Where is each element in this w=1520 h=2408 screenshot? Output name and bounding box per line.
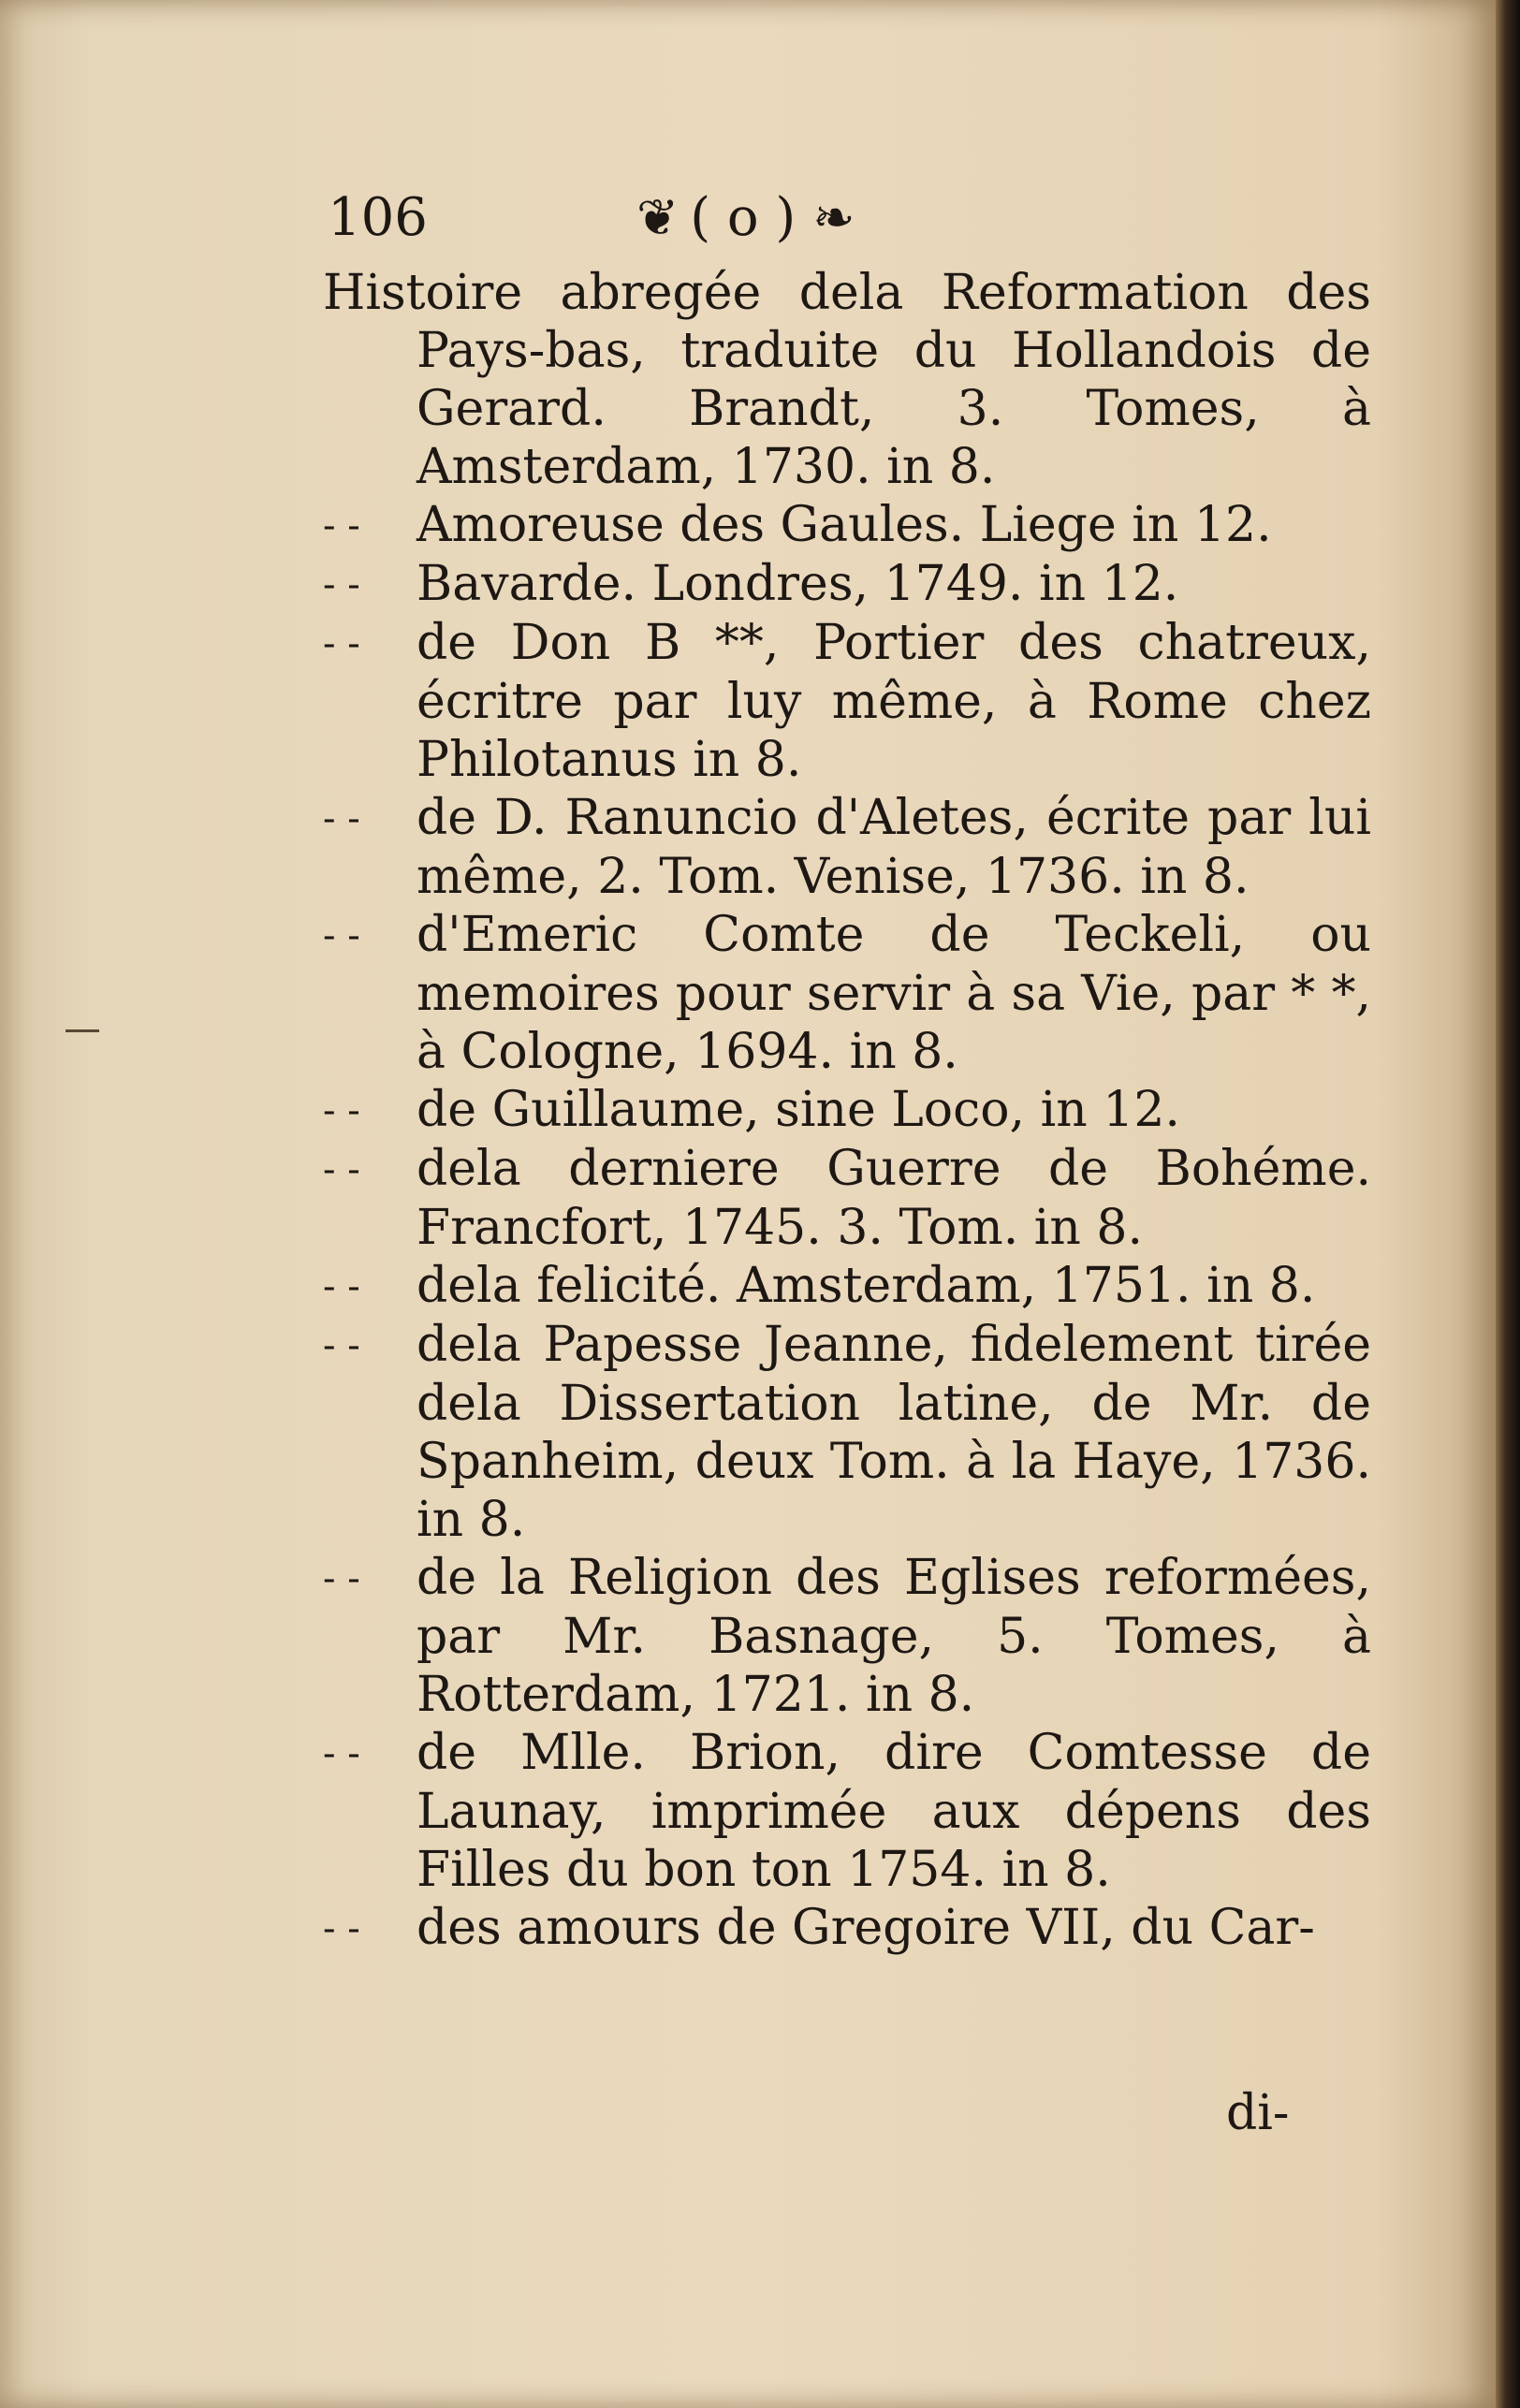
catalogue-entry bbox=[323, 1257, 1371, 1316]
page-edge bbox=[1496, 0, 1520, 2408]
entry-text: Amoreuse des Gaules. Liege in 12. bbox=[417, 497, 1272, 553]
margin-mark bbox=[66, 1029, 99, 1032]
ditto-dash: - - bbox=[323, 797, 360, 840]
ornament-left-icon: ❦ bbox=[636, 188, 674, 247]
entry-text: de Guillaume, sine Loco, in 12. bbox=[417, 1082, 1180, 1138]
ditto-dash: - - bbox=[323, 1089, 360, 1132]
running-head bbox=[636, 187, 850, 248]
entry-text: dela derniere Guerre de Bohéme. Francfort, 1745. 3. Tom. in 8. bbox=[417, 1141, 1371, 1256]
page-number: 106 bbox=[328, 187, 428, 248]
ornament-right-icon: ❧ bbox=[812, 188, 850, 247]
catalogue-entry bbox=[323, 789, 1371, 906]
entry-text: Histoire abregée dela Reformation des Pays-bas, traduite du Hollandois de Gerard. Brandt, 3. Tomes, à Amsterdam, 1730. in 8. bbox=[323, 265, 1371, 495]
catalogue-entry bbox=[323, 1316, 1371, 1549]
ditto-dash: - - bbox=[323, 563, 360, 606]
page-header bbox=[328, 187, 1357, 262]
catchword: di- bbox=[1226, 2085, 1290, 2141]
catalogue-entry bbox=[323, 1081, 1371, 1140]
catalogue-entries bbox=[323, 264, 1371, 1958]
entry-text: dela Papesse Jeanne, fidelement tirée dela Dissertation latine, de Mr. de Spanheim, deux Tom. à la Haye, 1736. in 8. bbox=[417, 1317, 1371, 1548]
ditto-dash: - - bbox=[323, 914, 360, 957]
catalogue-entry bbox=[323, 496, 1371, 555]
ditto-dash: - - bbox=[323, 1557, 360, 1600]
catalogue-entry bbox=[323, 264, 1371, 496]
entry-text: de D. Ranuncio d'Aletes, écrite par lui même, 2. Tom. Venise, 1736. in 8. bbox=[417, 790, 1371, 905]
catalogue-entry bbox=[323, 1899, 1371, 1958]
ditto-dash: - - bbox=[323, 1732, 360, 1775]
entry-text: Bavarde. Londres, 1749. in 12. bbox=[417, 556, 1179, 612]
ditto-dash: - - bbox=[323, 622, 360, 665]
entry-text: de la Religion des Eglises reformées, par Mr. Basnage, 5. Tomes, à Rotterdam, 1721. in 8. bbox=[417, 1550, 1371, 1723]
ditto-dash: - - bbox=[323, 1907, 360, 1950]
catalogue-entry bbox=[323, 1549, 1371, 1724]
entry-text: dela felicité. Amsterdam, 1751. in 8. bbox=[417, 1258, 1316, 1314]
catalogue-entry bbox=[323, 906, 1371, 1081]
ditto-dash: - - bbox=[323, 1324, 360, 1367]
catalogue-entry bbox=[323, 555, 1371, 614]
entry-text: de Don B **, Portier des chatreux, écritre par luy même, à Rome chez Philotanus in 8. bbox=[417, 615, 1371, 788]
entry-text: d'Emeric Comte de Teckeli, ou memoires pour servir à sa Vie, par * *, à Cologne, 1694. in 8. bbox=[417, 907, 1371, 1080]
entry-text: des amours de Gregoire VII, du Car- bbox=[417, 1900, 1315, 1956]
catalogue-entry bbox=[323, 614, 1371, 789]
catalogue-entry bbox=[323, 1140, 1371, 1257]
entry-text: de Mlle. Brion, dire Comtesse de Launay, imprimée aux dépens des Filles du bon ton 1754. in 8. bbox=[417, 1725, 1371, 1898]
ditto-dash: - - bbox=[323, 1265, 360, 1308]
catalogue-entry bbox=[323, 1724, 1371, 1899]
running-head-text: ( o ) bbox=[690, 187, 797, 248]
ditto-dash: - - bbox=[323, 1148, 360, 1191]
ditto-dash: - - bbox=[323, 504, 360, 547]
